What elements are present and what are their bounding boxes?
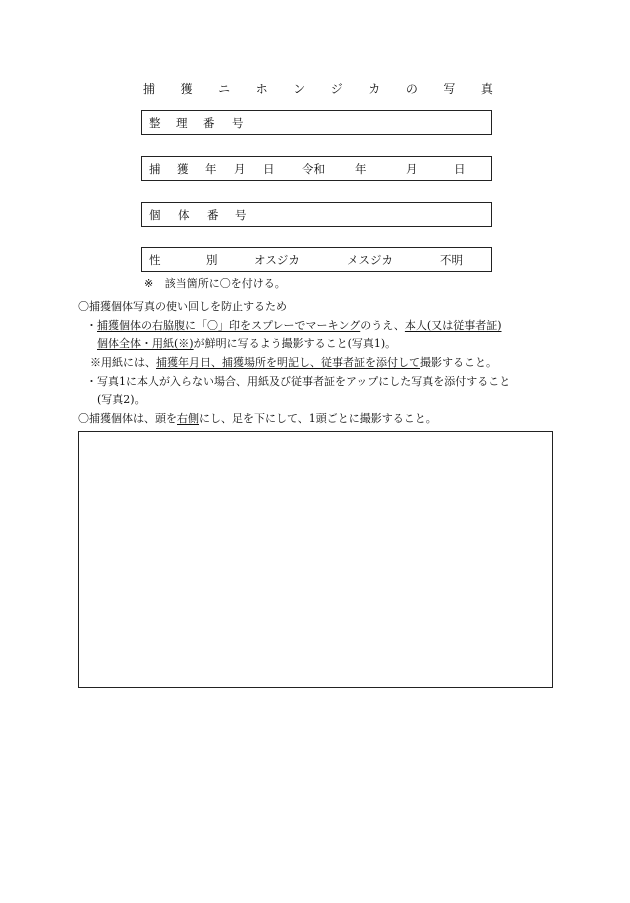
- field-label-char: 日: [263, 161, 275, 176]
- plain-text: のうえ、: [360, 319, 405, 332]
- plain-text: にし、足を下にして、1頭ごとに撮影すること。: [199, 412, 437, 425]
- field-label-char: 性: [149, 252, 161, 267]
- photo-attachment-area[interactable]: [78, 431, 553, 688]
- underlined-text: 捕獲年月日、捕獲場所を明記し、従事者証を添付して: [156, 356, 420, 369]
- title-char: ン: [293, 81, 306, 96]
- instruction-bullet-1-line-1: [86, 319, 502, 333]
- field-label-char: 理: [176, 115, 188, 130]
- plain-text: が鮮明に写るよう撮影すること(写真1)。: [193, 337, 397, 350]
- instruction-bullet-2-line-2: (写真2)。: [97, 393, 146, 406]
- selection-note: [144, 275, 286, 291]
- day-label: 日: [454, 161, 466, 176]
- instruction-note-1: [90, 356, 497, 370]
- field-label-char: 整: [149, 115, 161, 130]
- instruction-bullet-1-line-2: [97, 337, 396, 351]
- plain-text: 撮影すること。: [420, 356, 497, 369]
- sex-option-male[interactable]: オスジカ: [254, 252, 300, 267]
- instruction-bullet-2-line-1: ・写真1に本人が入らない場合、用紙及び従事者証をアップにした写真を添付すること: [86, 375, 511, 388]
- title-char: の: [405, 81, 418, 96]
- title-char: 捕: [143, 81, 156, 96]
- field-label-char: 月: [234, 161, 246, 176]
- note-text: 該当箇所に〇を付ける。: [164, 277, 286, 290]
- note-mark: ※: [144, 277, 154, 290]
- title-char: ニ: [218, 81, 231, 96]
- title-char: ホ: [255, 81, 268, 96]
- month-label: 月: [406, 161, 418, 176]
- title-char: 写: [443, 81, 456, 96]
- underlined-text: 右側: [177, 412, 199, 425]
- instruction-heading-2: [78, 412, 437, 426]
- plain-text: 〇捕獲個体は、頭を: [78, 412, 177, 425]
- field-label-char: 体: [178, 207, 190, 222]
- field-label-char: 番: [207, 207, 219, 222]
- plain-text: ※用紙には、: [90, 356, 156, 369]
- field-label-char: 番: [203, 115, 215, 130]
- field-label-char: 年: [205, 161, 217, 176]
- seiri-bango-field[interactable]: [141, 110, 492, 135]
- underlined-text: 捕獲個体の右脇腹に「〇」印をスプレーでマーキング: [97, 319, 361, 332]
- sex-option-female[interactable]: メスジカ: [347, 252, 393, 267]
- era-label: 令和: [302, 161, 325, 176]
- field-label-char: 号: [232, 115, 244, 130]
- title-char: ジ: [330, 81, 343, 96]
- title-char: カ: [368, 81, 381, 96]
- title-char: 獲: [180, 81, 193, 96]
- underlined-text: 個体全体・用紙(※): [97, 337, 194, 350]
- field-label-char: 個: [149, 207, 161, 222]
- instruction-heading-1: 〇捕獲個体写真の使い回しを防止するため: [78, 300, 287, 313]
- bullet-mark: ・: [86, 319, 97, 332]
- page-title: [143, 79, 493, 97]
- sex-field[interactable]: [141, 247, 492, 272]
- field-label-char: 号: [235, 207, 247, 222]
- field-label-char: 獲: [177, 161, 189, 176]
- kotai-bango-field[interactable]: [141, 202, 492, 227]
- underlined-text: 本人(又は従事者証): [404, 319, 502, 332]
- hokaku-date-field[interactable]: [141, 156, 492, 181]
- sex-option-unknown[interactable]: 不明: [440, 252, 463, 267]
- title-char: 真: [480, 81, 493, 96]
- field-label-char: 捕: [149, 161, 161, 176]
- field-label-char: 別: [206, 252, 218, 267]
- year-label: 年: [355, 161, 367, 176]
